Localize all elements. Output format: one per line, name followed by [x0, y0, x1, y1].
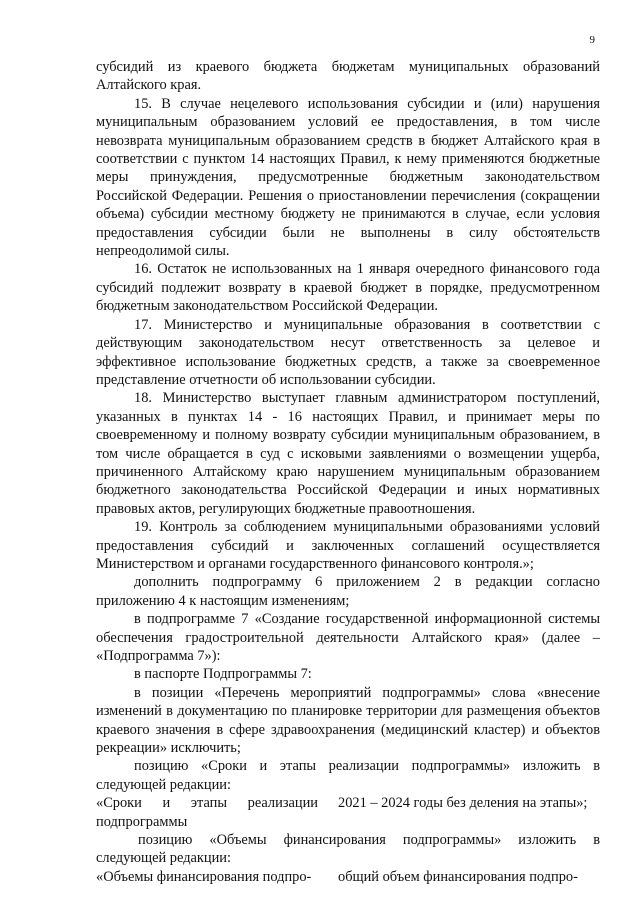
paragraph: в позиции «Перечень мероприятий подпрограммы» слова «внесение изменений в документацию по планировке территории для размещения объектов краевого значения в сфере здравоохранения (медицинский кластер) и объектов рекреации» исключить;	[96, 684, 600, 757]
paragraph: дополнить подпрограмму 6 приложением 2 в редакции согласно приложению 4 к настоящим изменениям;	[96, 574, 600, 609]
paragraph: 18. Министерство выступает главным администратором поступлений, указанных в пунктах 14 - 16 настоящих Правил, и принимает меры по своевременному и полному возврату субсидии муниципальным образованием, в том числе обращается в суд с исковыми заявлениями о возмещении ущерба, причиненного Алтайскому краю нарушением муниципальным образованием бюджетного законодательства Российской Федерации и иных нормативных правовых актов, регулирующих бюджетные правоотношения.	[96, 390, 600, 517]
table-cell-value: 2021 – 2024 годы без деления на этапы»;	[338, 795, 588, 812]
table-cell-label: «Сроки и этапы реализации подпрограммы	[96, 795, 318, 830]
paragraph: 17. Министерство и муниципальные образования в соответствии с действующим законодательством несут ответственность за целевое и эффективное использование бюджетных средств, а также за своевременное представление отчетности об использовании субсидии.	[96, 316, 600, 388]
page-number: 9	[589, 34, 595, 46]
paragraph: позицию «Объемы финансирования подпрограммы» изложить в следующей редакции:	[96, 832, 600, 867]
table-cell-value: общий объем финансирования подпро-	[338, 868, 578, 885]
paragraph: 16. Остаток не использованных на 1 января очередного финансового года субсидий подлежит возврату в краевой бюджет в порядке, предусмотренном бюджетным законодательством Российской Федерации.	[96, 261, 600, 315]
paragraph: 19. Контроль за соблюдением муниципальными образованиями условий предоставления субсидий и заключенных соглашений осуществляется Министерством и органами государственного финансового контроля.»;	[96, 519, 600, 572]
paragraph: позицию «Сроки и этапы реализации подпрограммы» изложить в следующей редакции:	[96, 758, 600, 793]
paragraph: в подпрограмме 7 «Создание государственной информационной системы обеспечения градостроительной деятельности Алтайского края» (далее – «Подпрограмма 7»):	[96, 611, 600, 664]
paragraph: субсидий из краевого бюджета бюджетам муниципальных образований Алтайского края.	[96, 59, 600, 94]
table-row-financing	[96, 868, 600, 886]
table-row-terms	[96, 794, 600, 831]
paragraph: в паспорте Подпрограммы 7:	[134, 666, 312, 683]
table-cell-label: «Объемы финансирования подпро-	[96, 868, 312, 885]
document-body	[96, 58, 600, 886]
paragraph: 15. В случае нецелевого использования субсидии и (или) нарушения муниципальным образованием условий ее предоставления, в том числе невозврата муниципальным образованием средств в бюджет Алтайского края в соответствии с пунктом 14 настоящих Правил, к нему применяются бюджетные меры принуждения, предусмотренные бюджетным законодательством Российской Федерации. Решения о приостановлении перечисления (сокращении объема) субсидии местному бюджету не принимаются в случае, если условия предоставления субсидии были не выполнены в силу обстоятельств непреодолимой силы.	[96, 95, 600, 260]
